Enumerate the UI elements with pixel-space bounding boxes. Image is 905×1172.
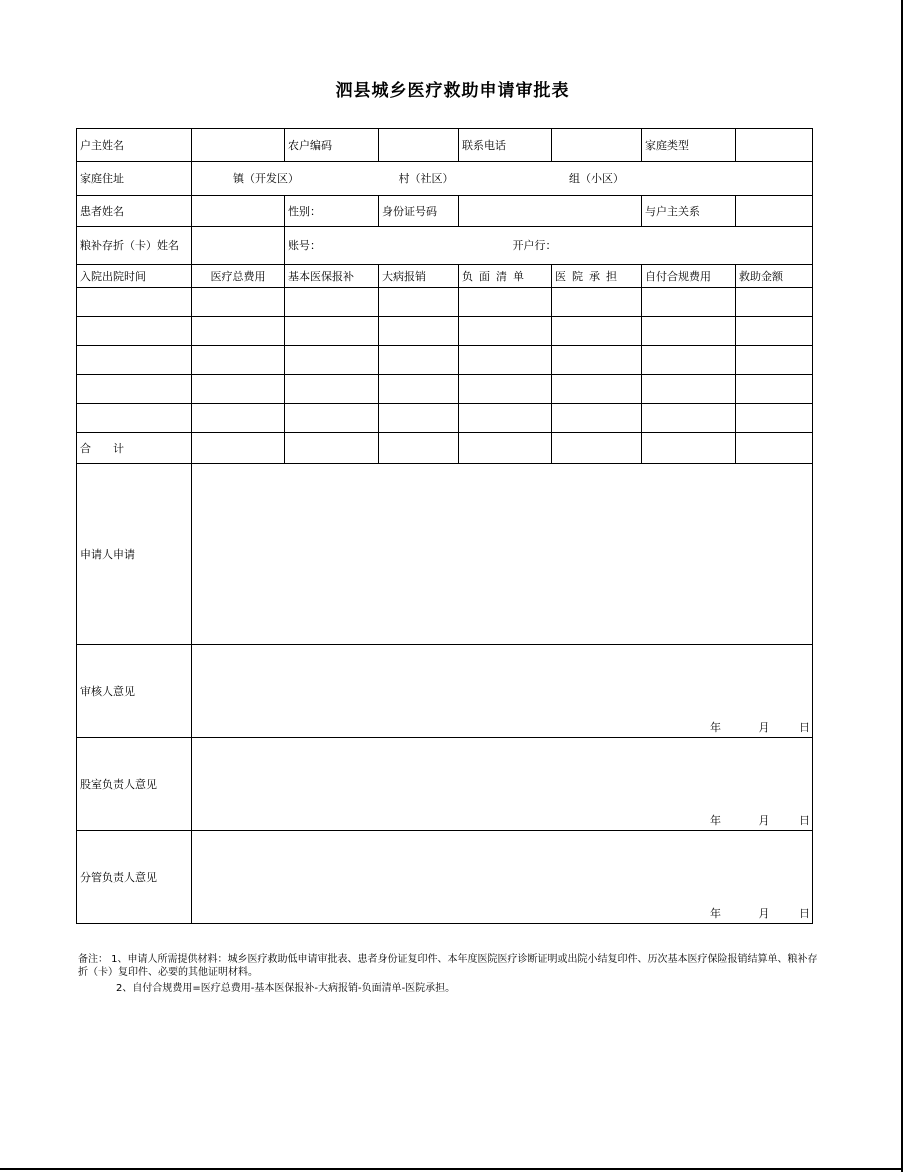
cell[interactable] xyxy=(379,288,459,317)
field-id-number[interactable] xyxy=(459,196,642,227)
label-passbook-name: 粮补存折（卡）姓名 xyxy=(77,227,192,265)
table-row xyxy=(77,288,813,317)
row-address xyxy=(77,162,813,196)
cell[interactable] xyxy=(285,317,379,346)
row-headers xyxy=(77,265,813,288)
cell[interactable] xyxy=(192,288,285,317)
date-day: 日 xyxy=(799,721,810,734)
cell[interactable] xyxy=(379,317,459,346)
date-line xyxy=(710,721,810,734)
cell[interactable] xyxy=(736,375,813,404)
label-phone: 联系电话 xyxy=(459,129,552,162)
cell[interactable] xyxy=(192,346,285,375)
cell[interactable] xyxy=(285,288,379,317)
address-village: 村（社区） xyxy=(398,172,454,185)
cell[interactable] xyxy=(552,433,642,464)
field-patient-name[interactable] xyxy=(192,196,285,227)
page-border-bottom xyxy=(0,1168,903,1170)
row-household xyxy=(77,129,813,162)
cell[interactable] xyxy=(459,404,552,433)
label-applicant-request: 申请人申请 xyxy=(77,464,192,645)
field-relation[interactable] xyxy=(736,196,813,227)
cell[interactable] xyxy=(192,404,285,433)
cell[interactable] xyxy=(459,346,552,375)
table-row xyxy=(77,375,813,404)
cell[interactable] xyxy=(552,288,642,317)
cell[interactable] xyxy=(736,288,813,317)
cell[interactable] xyxy=(459,288,552,317)
cell[interactable] xyxy=(642,433,736,464)
label-leader-opinion: 分管负责人意见 xyxy=(77,831,192,924)
cell[interactable] xyxy=(192,433,285,464)
cell[interactable] xyxy=(379,433,459,464)
cell[interactable] xyxy=(77,288,192,317)
cell[interactable] xyxy=(285,433,379,464)
form-title: 泗县城乡医疗救助申请审批表 xyxy=(335,81,570,101)
field-passbook-name[interactable] xyxy=(192,227,285,265)
header-major-illness: 大病报销 xyxy=(379,265,459,288)
label-total: 合 计 xyxy=(77,433,192,464)
header-negative-list: 负面清单 xyxy=(459,265,552,288)
row-reviewer xyxy=(77,645,813,738)
row-leader xyxy=(77,831,813,924)
date-year: 年 xyxy=(710,907,721,920)
row-patient xyxy=(77,196,813,227)
row-application xyxy=(77,464,813,645)
field-applicant-request[interactable] xyxy=(192,464,813,645)
date-month: 月 xyxy=(758,721,770,734)
header-hospital-borne: 医院承担 xyxy=(552,265,642,288)
header-total-cost: 医疗总费用 xyxy=(192,265,285,288)
remark-2: 2、自付合规费用=医疗总费用-基本医保报补-大病报销-负面清单-医院承担。 xyxy=(116,983,456,994)
row-bank xyxy=(77,227,813,265)
cell[interactable] xyxy=(736,317,813,346)
field-family-type[interactable] xyxy=(736,129,813,162)
page-border-right xyxy=(901,0,903,1172)
cell[interactable] xyxy=(642,375,736,404)
cell[interactable] xyxy=(459,317,552,346)
label-household-head: 户主姓名 xyxy=(77,129,192,162)
cell[interactable] xyxy=(379,375,459,404)
label-family-type: 家庭类型 xyxy=(642,129,736,162)
cell[interactable] xyxy=(192,375,285,404)
cell[interactable] xyxy=(552,404,642,433)
row-unit-head xyxy=(77,738,813,831)
cell[interactable] xyxy=(379,404,459,433)
cell[interactable] xyxy=(552,346,642,375)
header-self-paid: 自付合规费用 xyxy=(642,265,736,288)
cell[interactable] xyxy=(379,346,459,375)
cell[interactable] xyxy=(642,346,736,375)
date-year: 年 xyxy=(710,814,721,827)
field-address[interactable] xyxy=(192,162,813,196)
label-gender: 性别： xyxy=(285,196,379,227)
date-day: 日 xyxy=(799,814,810,827)
address-town: 镇（开发区） xyxy=(233,172,299,185)
field-reviewer-opinion[interactable] xyxy=(192,645,813,738)
header-aid-amount: 救助金额 xyxy=(736,265,813,288)
field-farmer-code[interactable] xyxy=(379,129,459,162)
date-day: 日 xyxy=(799,907,810,920)
date-line xyxy=(710,814,810,827)
cell[interactable] xyxy=(285,346,379,375)
cell[interactable] xyxy=(77,317,192,346)
cell[interactable] xyxy=(552,317,642,346)
cell[interactable] xyxy=(642,288,736,317)
cell[interactable] xyxy=(736,346,813,375)
table-row xyxy=(77,346,813,375)
date-month: 月 xyxy=(758,907,770,920)
remarks xyxy=(78,953,818,995)
cell[interactable] xyxy=(642,317,736,346)
cell[interactable] xyxy=(459,433,552,464)
cell[interactable] xyxy=(285,375,379,404)
table-row xyxy=(77,317,813,346)
table-row xyxy=(77,404,813,433)
label-id-number: 身份证号码 xyxy=(379,196,459,227)
address-group: 组（小区） xyxy=(569,172,624,185)
field-phone[interactable] xyxy=(552,129,642,162)
cell[interactable] xyxy=(459,375,552,404)
cell[interactable] xyxy=(77,404,192,433)
cell[interactable] xyxy=(77,375,192,404)
cell[interactable] xyxy=(642,404,736,433)
remark-1: 备注： 1、申请人所需提供材料：城乡医疗救助低申请审批表、患者身份证复印件、本年度医院医疗诊断证明或出院小结复印件、历次基本医疗保险报销结算单、粮补存折（卡）复印件、必要的其他证明材料。 xyxy=(78,954,818,978)
cell[interactable] xyxy=(285,404,379,433)
cell[interactable] xyxy=(77,346,192,375)
label-farmer-code: 农户编码 xyxy=(285,129,379,162)
field-unit-head-opinion[interactable] xyxy=(192,738,813,831)
label-relation: 与户主关系 xyxy=(642,196,736,227)
date-line xyxy=(710,907,810,920)
cell[interactable] xyxy=(736,433,813,464)
cell[interactable] xyxy=(192,317,285,346)
label-address: 家庭住址 xyxy=(77,162,192,196)
field-account[interactable] xyxy=(285,227,813,265)
label-account: 账号： xyxy=(288,239,321,252)
date-month: 月 xyxy=(758,814,770,827)
application-form-table xyxy=(76,128,813,924)
cell[interactable] xyxy=(736,404,813,433)
field-household-head[interactable] xyxy=(192,129,285,162)
header-admission-time: 入院出院时间 xyxy=(77,265,192,288)
label-patient-name: 患者姓名 xyxy=(77,196,192,227)
cell[interactable] xyxy=(552,375,642,404)
date-year: 年 xyxy=(710,721,721,734)
label-reviewer-opinion: 审核人意见 xyxy=(77,645,192,738)
label-bank: 开户行： xyxy=(512,239,557,252)
label-unit-head-opinion: 股室负责人意见 xyxy=(77,738,192,831)
field-leader-opinion[interactable] xyxy=(192,831,813,924)
row-total xyxy=(77,433,813,464)
header-basic-insurance: 基本医保报补 xyxy=(285,265,379,288)
